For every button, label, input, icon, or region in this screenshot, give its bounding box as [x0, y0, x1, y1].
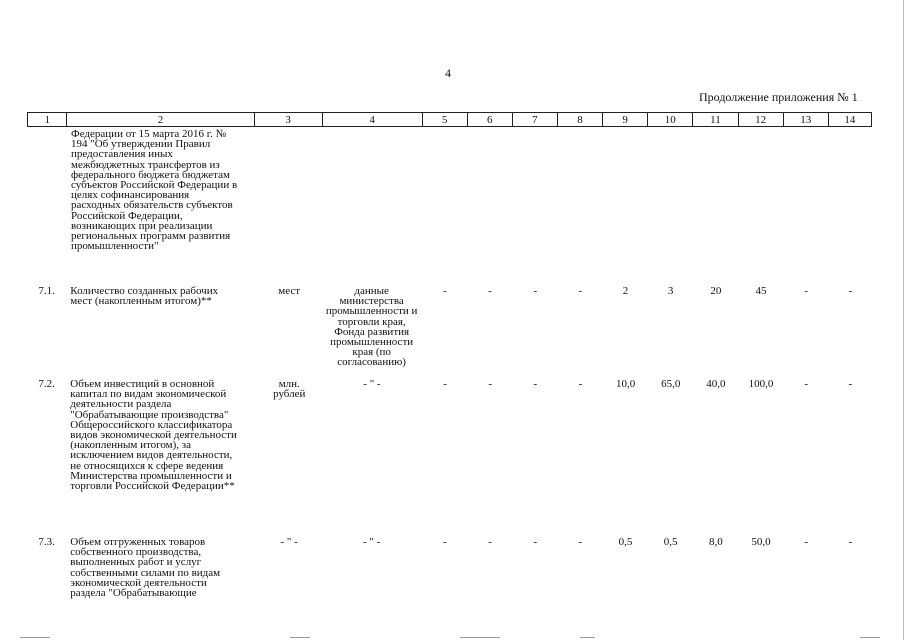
- table-header: [27, 112, 872, 127]
- header-col-4: 4: [323, 113, 423, 126]
- header-col-11: 11: [693, 113, 738, 126]
- row-number: 7.2.: [38, 378, 55, 390]
- header-col-3: 3: [255, 113, 323, 126]
- row-number: 7.1.: [38, 285, 55, 297]
- row-value: 45: [755, 285, 767, 297]
- row-value: 0,5: [618, 536, 633, 548]
- row-value: -: [578, 378, 583, 390]
- table-row: [27, 286, 872, 368]
- row-source: - " -: [362, 536, 381, 548]
- row-value: -: [578, 536, 583, 548]
- row-value: -: [848, 285, 853, 297]
- continuation-label: Продолжение приложения № 1: [699, 90, 858, 104]
- row-value: -: [442, 536, 447, 548]
- row-name: Количество созданных рабочих мест (накопленным итогом)**: [70, 285, 219, 308]
- row-value: -: [488, 536, 492, 548]
- row-name: Объем инвестиций в основной капитал по видам экономической деятельности раздела "Обрабатывающие производства" Общероссийского классификатора видов экономической деятельности (накопленным итогом), за исключением видов деятельности, не относящихся к сфере ведения Министерства промышленности и торговли Российской Федерации**: [70, 378, 237, 493]
- row-value: -: [578, 285, 583, 297]
- header-col-1: 1: [28, 113, 67, 126]
- scan-edge-line: [903, 0, 904, 640]
- row-value: -: [488, 378, 493, 390]
- row-value: 2: [622, 285, 629, 297]
- row-value: -: [848, 378, 853, 390]
- page-number: 4: [445, 66, 451, 80]
- row-unit: мест: [278, 285, 301, 297]
- header-col-14: 14: [844, 114, 856, 126]
- row-value: 20: [710, 285, 722, 297]
- header-col-8: 8: [558, 113, 603, 126]
- row-value: 40,0: [706, 378, 726, 390]
- row-value: -: [442, 285, 447, 297]
- intro-row: [27, 129, 872, 251]
- header-col-7: 7: [513, 113, 558, 126]
- row-source: - " -: [363, 378, 381, 390]
- row-value: -: [533, 536, 537, 548]
- row-value: -: [804, 536, 809, 548]
- row-number: 7.3.: [38, 536, 55, 548]
- table-row: [27, 379, 872, 491]
- header-col-5: 5: [423, 113, 468, 126]
- row-value: 8,0: [708, 536, 723, 548]
- row-unit: млн. рублей: [273, 378, 306, 401]
- header-col-13: 13: [784, 113, 829, 126]
- row-value: -: [443, 378, 447, 390]
- table-row: [27, 537, 872, 598]
- row-value: -: [804, 378, 809, 390]
- header-col-9: 9: [603, 113, 648, 126]
- row-value: 65,0: [661, 378, 681, 390]
- header-col-2: 2: [67, 113, 254, 126]
- row-value: -: [533, 285, 537, 297]
- row-name: Объем отгруженных товаров собственного производства, выполненных работ и услуг собственными силами по видам экономической деятельности раздела "Обрабатывающие: [70, 536, 221, 600]
- header-col-6: 6: [468, 113, 513, 126]
- row-value: 0,5: [663, 536, 678, 548]
- row-value: -: [533, 378, 538, 390]
- row-value: -: [488, 285, 492, 297]
- row-value: 100,0: [748, 378, 774, 390]
- row-unit: - " -: [280, 536, 298, 548]
- row-value: 10,0: [616, 378, 636, 390]
- row-source: данные министерства промышленности и торговли края, Фонда развития промышленности края (по согласованию): [325, 285, 418, 369]
- header-col-10: 10: [648, 113, 693, 126]
- scan-artifacts: [0, 634, 906, 640]
- header-col-12: 12: [739, 113, 784, 126]
- row-value: 3: [667, 285, 674, 297]
- row-value: -: [804, 285, 809, 297]
- row-value: -: [848, 536, 853, 548]
- intro-text: Федерации от 15 марта 2016 г. № 194 "Об утверждении Правил предоставления иных межбюджетных трансфертов из федерального бюджета бюджетам субъектов Российской Федерации в целях софинансирования расходных обязательств субъектов Российской Федерации, возникающих при реализации региональных программ развития промышленности": [71, 128, 238, 253]
- row-value: 50,0: [751, 536, 771, 548]
